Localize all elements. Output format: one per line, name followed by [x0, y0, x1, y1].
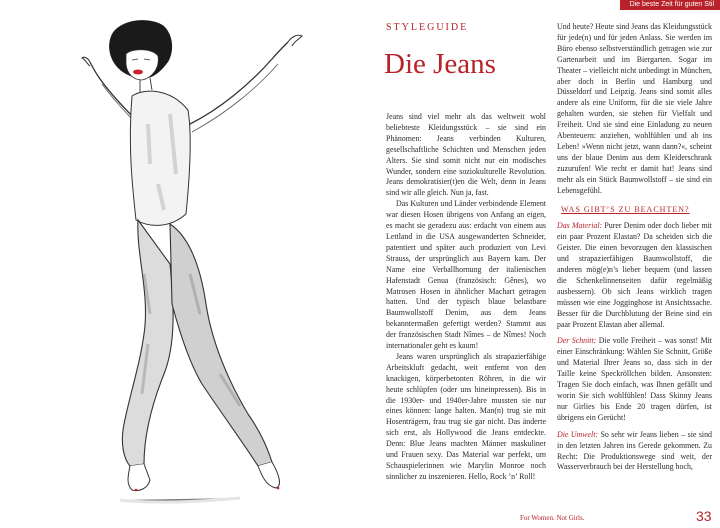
jeans-right-leg [170, 224, 272, 466]
tip-text: Die volle Freiheit – was sonst! Mit einer Einschränkung: Wählen Sie Schnitt, Größe und Material Ihrer Jeans so, dass sich in der Taille keine Speckröllchen bilden. Ansonsten: Tragen Sie doch einfach, was Ihnen gefällt und worin Sie sich wohlfühlen! Dass Skinny Jeans nur Girlies bis Ende 20 tragen dürfen, ist übrigens ein Gerücht! [557, 336, 712, 422]
paragraph: Das Kulturen und Länder verbindende Element war diesen Hosen übrigens von Anfang an eigen, es macht sie geradezu aus: erdacht von einem aus Lettland in die USA ausgewanderten Schneider, patentiert und später auch produziert von Levi Strauss, der ursprünglich aus Bayern kam. Der Name eine Verballhornung der italienischen Hafenstadt Genua (französisch: Gênes), wo Matrosen Hosen in ähnlicher Machart getragen hatten. Und der typisch blaue belastbare Baumwollstoff Denim, aus dem Jeans bekanntermaßen gefertigt werden? Stammt aus der französischen Stadt Nîmes – de Nîmes! Noch internationaler geht es kaum! [386, 199, 546, 351]
section-kicker: STYLEGUIDE [386, 22, 469, 33]
tip-material [557, 221, 712, 330]
subheading: WAS GIBT’S ZU BEACHTEN? [561, 204, 690, 214]
paragraph: Jeans sind viel mehr als das weltweit wohl beliebteste Kleidungsstück – sie sind ein Phänomen: Jeans verbinden Kulturen, gesellschaftliche Schichten und Menschen jeden Alters. Sie sind somit nicht nur ein modisches Wunder, sondern eine soziokulturelle Revolution. Jeans demokratisier(t)en die Welt, denn in Jeans sind wir alle gleich. Nun ja, fast. [386, 112, 546, 198]
tip-cut [557, 336, 712, 423]
article-column-1 [386, 112, 546, 483]
tip-text: So sehr wir Jeans lieben – sie sind in den letzten Jahren ins Gerede gekommen. Zu Recht: Die Produktionswege sind weit, der Wasserverbrauch bei der Herstellung hoch, [557, 429, 713, 472]
woman-in-jeans-illustration [40, 14, 330, 514]
page-number: 33 [696, 508, 712, 524]
article-column-2 [557, 22, 712, 473]
paragraph: Jeans waren ursprünglich als strapazierfähige Arbeitskluft gedacht, weit entfernt von den knackigen, körperbetonten Röhren, in die wir heute schlüpfen (oder uns hineinpressen). Bis in die 1930er- und 1940er-Jahre mussten sie nur eines können: lange halten. Man(n) trug sie mit Hosenträgern, frau trug sie gar nicht. Das änderte sich erst, als Hollywood die Jeans entdeckte. Denn: Blue Jeans machten Männer maskuliner und Frauen sexy. Das Material war perfekt, um Schauspielerinnen wie Marylin Monroe noch sinnlicher zu inszenieren. Hello, Rock ’n’ Roll! [386, 351, 546, 481]
tip-text: Purer Denim oder doch lieber mit ein paar Prozent Elastan? Da scheiden sich die Geister. Die einen bevorzugen den klassischen und strapazierfähigen Baumwollstoff, die anderen mög(e)n’s lieber bequem (und lassen die Schenkelinnenseiten dafür regelmäßig ausbessern). Ob sich Jeans wirklich tragen müssen wie eine Jogginghose ist Ansichtssache. Besser für die Durchblutung der Beine sind ein paar Prozent Elastan aber allemal. [557, 221, 712, 329]
left-foot [128, 464, 150, 491]
tip-label: Das Material: [557, 221, 603, 231]
jeans-left-leg [122, 220, 173, 466]
shirt [130, 91, 190, 225]
lips [133, 70, 143, 75]
right-foot [258, 462, 279, 488]
left-hand [82, 57, 90, 66]
paragraph: Und heute? Heute sind Jeans das Kleidungsstück für jede(n) und für jeden Anlass. Sie werden im Büro ebenso selbstverständlich getragen wie zur Gartenarbeit und im Biergarten. Sogar im Theater – vielleicht nicht unbedingt in München, aber doch in Berlin und Hamburg und Düsseldorf und Leipzig. Jeans sind somit alles andere als eine Uniform, für die sie viele Jahre gehalten wurden, sie stehen für Vielfalt und Freiheit. Und sie sind eine Einladung zu neuen Abenteuern: anziehen, wohlfühlen und ab ins Leben! »Wenn nicht jetzt, wann dann?«, scheint uns der blaue Denim aus dem Kleiderschrank zuzurufen! Wie recht er damit hat! Jeans sind mehr als ein Stück Baumwollstoff – sie sind ein Lebensgefühl. [557, 22, 712, 195]
footer-tagline: For Women. Not Girls. [520, 514, 585, 522]
right-arm [190, 42, 288, 124]
tip-label: Der Schnitt: [557, 336, 597, 346]
right-hand [288, 35, 302, 46]
article-title: Die Jeans [384, 48, 496, 80]
tip-label: Die Umwelt: [557, 429, 599, 439]
running-head: Die beste Zeit für guten Stil [620, 0, 720, 10]
tip-environment [557, 430, 712, 474]
